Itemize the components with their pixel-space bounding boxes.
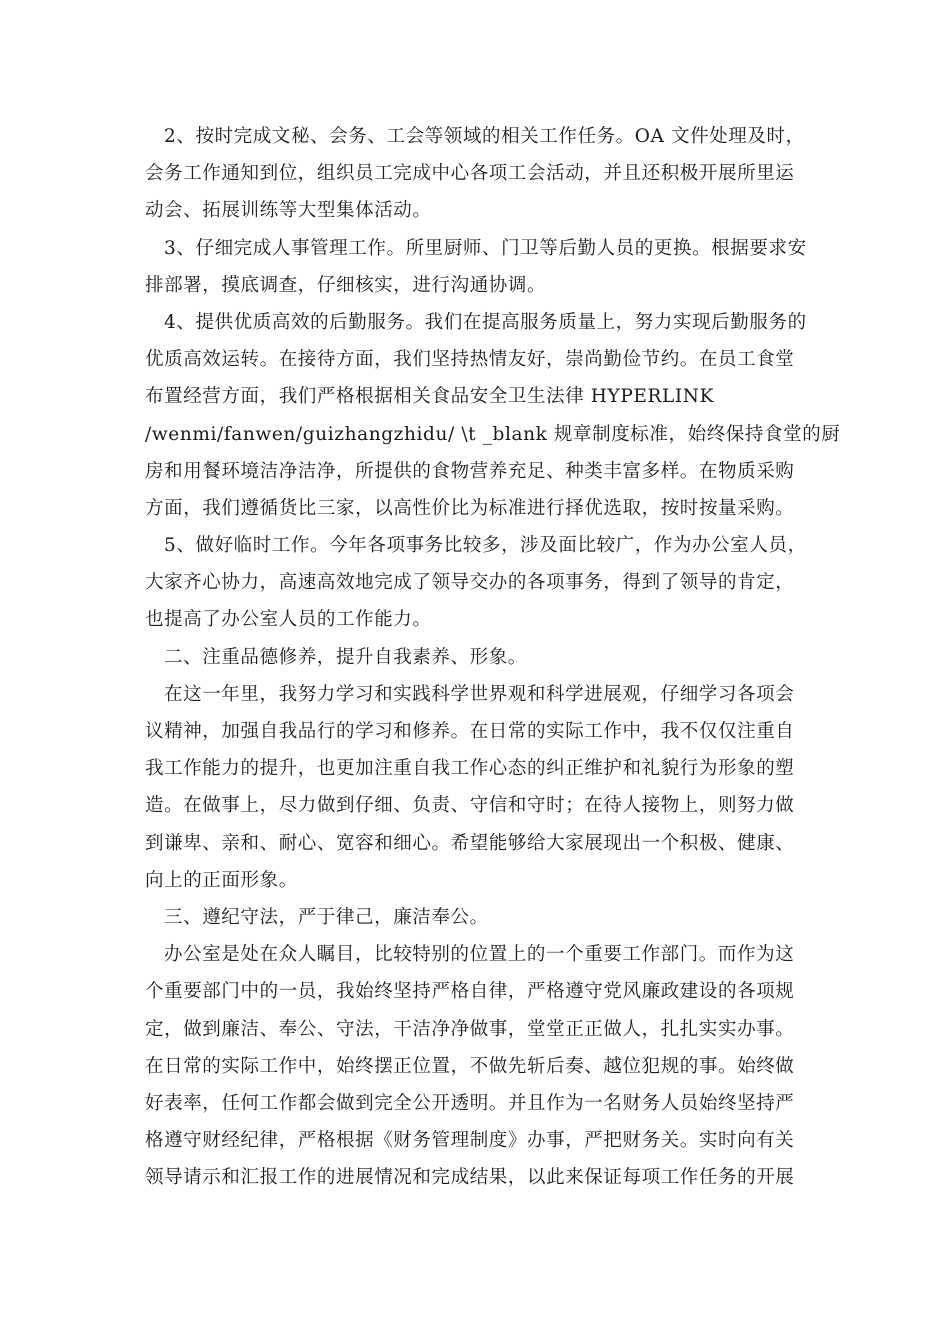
text-line: 4、提供优质高效的后勤服务。我们在提高服务质量上，努力实现后勤服务的 [164,311,807,333]
section-heading-3 [145,899,805,936]
text-line: 2、按时完成文秘、会务、工会等领域的相关工作任务。OA 文件处理及时， [164,126,805,147]
text-line: 布置经营方面，我们严格根据相关食品安全卫生法律 HYPERLINK [145,386,715,408]
text-line: 排部署，摸底调查，仔细核实，进行沟通协调。 [145,274,547,296]
text-line: 办公室是处在众人瞩目，比较特别的位置上的一个重要工作部门。而作为这 [164,944,795,966]
paragraph-item-3 [145,230,805,304]
text-line: 我工作能力的提升，也更加注重自我工作心态的纠正维护和礼貌行为形象的塑 [145,758,795,780]
text-line: 也提高了办公室人员的工作能力。 [145,609,432,631]
paragraph-item-2 [145,118,805,230]
text-line: 造。在做事上，尽力做到仔细、负责、守信和守时；在待人接物上，则努力做 [145,795,795,817]
text-line: 3、仔细完成人事管理工作。所里厨师、门卫等后勤人员的更换。根据要求安 [164,237,807,259]
paragraph-item-4 [145,304,841,527]
text-line: 个重要部门中的一员，我始终坚持严格自律，严格遵守党风廉政建设的各项规 [145,981,795,1003]
text-line: 议精神，加强自我品行的学习和修养。在日常的实际工作中，我不仅仅注重自 [145,721,795,742]
text-line: 方面，我们遵循货比三家，以高性价比为标准进行择优选取，按时按量采购。 [145,497,795,519]
text-line: 在日常的实际工作中，始终摆正位置，不做先斩后奏、越位犯规的事。始终做 [145,1055,795,1077]
text-line: /wenmi/fanwen/guizhangzhidu/ \t _blank 规章制度标准，始终保持食堂的厨 [145,423,841,445]
text-line: 到谦卑、亲和、耐心、宽容和细心。希望能够给大家展现出一个积极、健康、 [145,832,795,854]
paragraph-discipline [145,936,805,1196]
text-line: 向上的正面形象。 [145,869,298,891]
text-line: 优质高效运转。在接待方面，我们坚持热情友好，崇尚勤俭节约。在员工食堂 [145,349,795,371]
text-line: 好表率，任何工作都会做到完全公开透明。并且作为一名财务人员始终坚持严 [145,1092,795,1114]
text-line: 5、做好临时工作。今年各项事务比较多，涉及面比较广，作为办公室人员， [164,535,807,557]
heading-line: 三、遵纪守法，严于律己，廉洁奉公。 [164,906,489,928]
heading-line: 二、注重品德修养，提升自我素养、形象。 [164,646,527,668]
section-heading-2 [145,639,805,676]
text-line: 大家齐心协力，高速高效地完成了领导交办的各项事务，得到了领导的肯定， [145,572,795,594]
text-line: 房和用餐环境洁净洁净，所提供的食物营养充足、种类丰富多样。在物质采购 [145,460,795,482]
text-line: 动会、拓展训练等大型集体活动。 [145,200,432,222]
paragraph-item-5 [145,527,805,639]
text-line: 会务工作通知到位，组织员工完成中心各项工会活动，并且还积极开展所里运 [145,163,795,185]
text-line: 领导请示和汇报工作的进展情况和完成结果，以此来保证每项工作任务的开展 [145,1167,795,1189]
text-line: 定，做到廉洁、奉公、守法，干洁净净做事，堂堂正正做人，扎扎实实办事。 [145,1018,795,1040]
text-line: 在这一年里，我努力学习和实践科学世界观和科学进展观，仔细学习各项会 [164,683,795,705]
text-line: 格遵守财经纪律，严格根据《财务管理制度》办事，严把财务关。实时向有关 [145,1130,795,1152]
document-body [145,118,841,1196]
paragraph-self-cultivation [145,676,805,899]
